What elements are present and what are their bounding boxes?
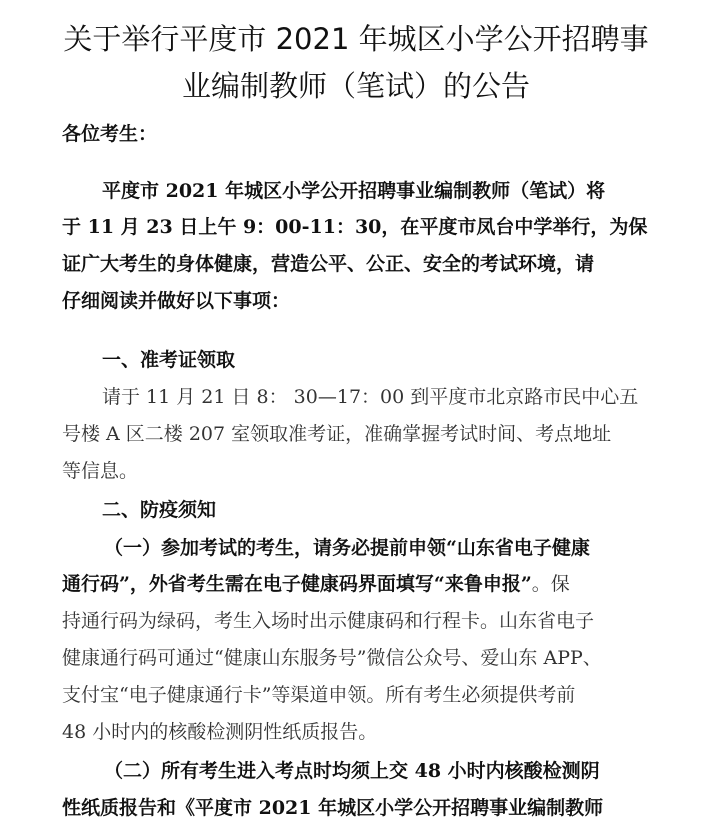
intro-line-3: 证广大考生的身体健康，营造公平、公正、安全的考试环境，请 — [62, 253, 595, 275]
item-1-line-6: 48 小时内的核酸检测阴性纸质报告。 — [62, 721, 378, 743]
salutation: 各位考生： — [62, 123, 158, 145]
item-1-line-5: 支付宝“电子健康通行卡”等渠道申领。所有考生必须提供考前 — [62, 684, 576, 706]
item-1-line-3: 持通行码为绿码，考生入场时出示健康码和行程卡。山东省电子 — [62, 610, 595, 632]
item-2-line-2: 性纸质报告和《平度市 2021 年城区小学公开招聘事业编制教师 — [62, 797, 604, 819]
section-2-heading: 二、防疫须知 — [102, 499, 217, 521]
section-1-heading: 一、准考证领取 — [102, 349, 236, 371]
item-1-line-2-bold: 通行码”，外省考生需在电子健康码界面填写“来鲁申报” — [62, 573, 532, 595]
intro-line-1: 平度市 2021 年城区小学公开招聘事业编制教师（笔试）将 — [102, 180, 606, 202]
item-1-line-2 — [62, 572, 662, 596]
document-title-line-2: 业编制教师（笔试）的公告 — [181, 69, 530, 103]
intro-line-2: 于 11 月 23 日上午 9：00-11：30，在平度市凤台中学举行，为保 — [62, 216, 648, 238]
item-1-line-1: （一）参加考试的考生，请务必提前申领“山东省电子健康 — [104, 537, 590, 559]
intro-line-4: 仔细阅读并做好以下事项： — [62, 290, 291, 312]
section-1-line-1: 请于 11 月 21 日 8： 30—17：00 到平度市北京路市民中心五 — [102, 386, 639, 408]
item-1-line-4: 健康通行码可通过“健康山东服务号”微信公众号、爱山东 APP、 — [62, 647, 602, 669]
document-title-line-1: 关于举行平度市 2021 年城区小学公开招聘事 — [63, 22, 649, 56]
item-2-line-1: （二）所有考生进入考点时均须上交 48 小时内核酸检测阴 — [104, 760, 600, 782]
section-1-line-3: 等信息。 — [62, 460, 139, 482]
item-1-line-2-rest: 。保 — [531, 573, 570, 595]
section-1-line-2: 号楼 A 区二楼 207 室领取准考证，准确掌握考试时间、考点地址 — [62, 423, 612, 445]
